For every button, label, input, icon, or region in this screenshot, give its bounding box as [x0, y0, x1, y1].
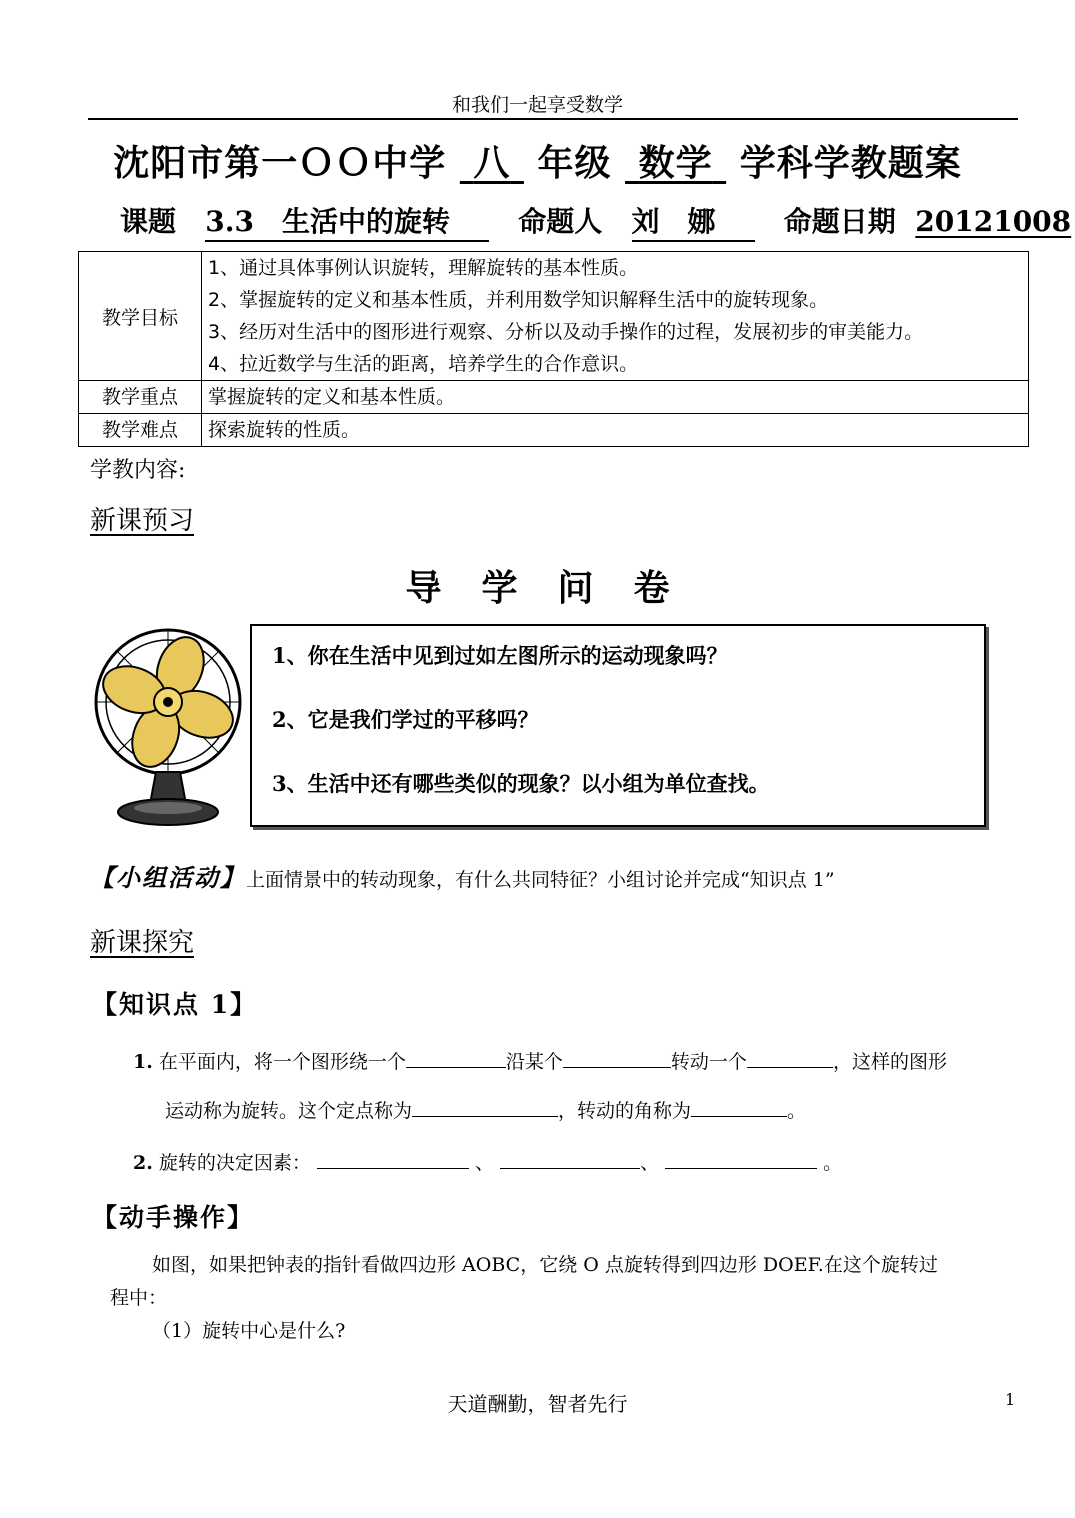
fill-blank-direction[interactable] [563, 1048, 671, 1068]
school-name: 沈阳市第一ＯＯ中学 [113, 142, 447, 184]
title-suffix: 学科学教题案 [739, 142, 962, 184]
goal-line: 3、经历对生活中的图形进行观察、分析以及动手操作的过程，发展初步的审美能力。 [208, 321, 924, 343]
table-row [79, 252, 1029, 381]
date-label: 命题日期 [783, 205, 896, 238]
goal-line: 4、拉近数学与生活的距离，培养学生的合作意识。 [208, 353, 639, 375]
hands-on-text-line1: 如图，如果把钟表的指针看做四边形 AOBC，它绕 O 点旋转得到四边形 DOEF.在这个旋转过 [152, 1254, 938, 1276]
goal-line: 1、通过具体事例认识旋转，理解旋转的基本性质。 [208, 257, 639, 279]
question-2: 2、它是我们学过的平移吗？ [272, 707, 539, 732]
explore-heading: 新课探究 [90, 928, 195, 958]
key-point-content: 掌握旋转的定义和基本性质。 [202, 381, 1029, 414]
difficulty-label: 教学难点 [79, 414, 202, 447]
knowledge-point-heading: 【知识点 1】 [92, 990, 258, 1019]
question-1: 1、你在生活中见到过如左图所示的运动现象吗？ [272, 643, 728, 668]
hands-on-heading: 【动手操作】 [92, 1203, 255, 1232]
preview-heading: 新课预习 [90, 506, 195, 536]
question-3: 3、生活中还有哪些类似的现象？以小组为单位查找。 [272, 771, 770, 796]
document-title [0, 135, 1075, 186]
date-value: 20121008 [915, 205, 1072, 238]
fill-blank-rotation-angle[interactable] [691, 1097, 787, 1117]
fill-blank-center[interactable] [406, 1048, 506, 1068]
page-header: 和我们一起享受数学 [451, 94, 623, 116]
goals-label: 教学目标 [79, 252, 202, 381]
knowledge-item-1-cont: 运动称为旋转。这个定点称为 ，转动的角称为 。 [165, 1096, 806, 1123]
page-footer: 天道酬勤，智者先行 [447, 1392, 628, 1416]
hands-on-question-1: （1）旋转中心是什么? [152, 1320, 346, 1342]
worksheet-title: 导学问卷 [405, 567, 710, 609]
question-box [250, 624, 986, 827]
header-divider [88, 118, 1018, 120]
table-row [79, 381, 1029, 414]
knowledge-item-2: 2. 旋转的决定因素： 、 、 。 [133, 1148, 842, 1175]
teaching-goals-table [78, 251, 1029, 447]
course-label: 课题 [120, 205, 177, 238]
table-row [79, 414, 1029, 447]
fill-blank-factor-3[interactable] [665, 1149, 817, 1169]
course-info [120, 200, 1071, 242]
fill-blank-rotation-center[interactable] [412, 1097, 558, 1117]
key-point-label: 教学重点 [79, 381, 202, 414]
grade-suffix: 年级 [537, 142, 612, 184]
author-name: 刘 娜 [632, 200, 755, 242]
author-label: 命题人 [518, 205, 603, 238]
group-activity-text: 上面情景中的转动现象，有什么共同特征？小组讨论并完成“知识点 1” [246, 869, 835, 891]
difficulty-content: 探索旋转的性质。 [202, 414, 1029, 447]
page-number: 1 [1005, 1390, 1016, 1409]
goal-line: 2、掌握旋转的定义和基本性质，并利用数学知识解释生活中的旋转现象。 [208, 289, 829, 311]
electric-fan-icon [88, 626, 248, 831]
group-activity [90, 858, 835, 893]
hands-on-text-line2: 程中： [110, 1287, 168, 1309]
subject-value: 数学 [638, 142, 713, 184]
content-label: 学教内容: [90, 458, 186, 483]
fill-blank-factor-1[interactable] [317, 1149, 469, 1169]
fill-blank-factor-2[interactable] [500, 1149, 640, 1169]
grade-value: 八 [473, 142, 511, 184]
fill-blank-angle[interactable] [747, 1048, 833, 1068]
goals-content [202, 252, 1029, 381]
group-activity-label: 【小组活动】 [90, 863, 246, 892]
knowledge-item-1: 1. 在平面内，将一个图形绕一个 沿某个 转动一个 ，这样的图形 [133, 1047, 947, 1074]
course-topic: 3.3 生活中的旋转 [205, 200, 489, 242]
